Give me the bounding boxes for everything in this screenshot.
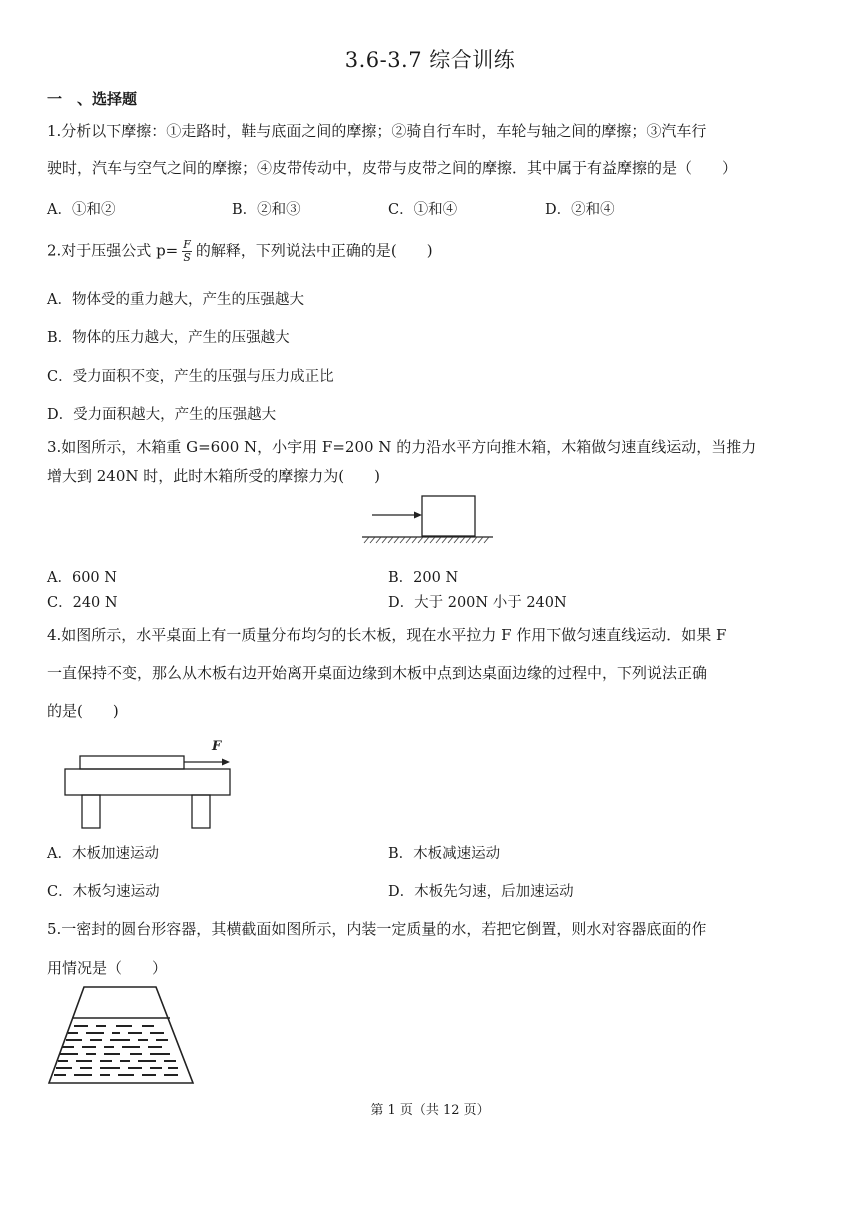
q2-stem xyxy=(47,239,433,264)
page-title: 3.6-3.7 综合训练 xyxy=(344,48,516,72)
fraction-denominator: S xyxy=(183,251,191,264)
q4-line1: 4.如图所示，水平桌面上有一质量分布均匀的长木板，现在水平拉力 F 作用下做匀速直线运动．如果 F xyxy=(47,626,727,644)
q3-option-a: A．600 N xyxy=(47,570,117,586)
q4-option-c: C．木板匀速运动 xyxy=(47,884,160,900)
q3-option-c: C．240 N xyxy=(47,595,118,611)
q3-line1: 3.如图所示，木箱重 G=600 N，小宇用 F=200 N 的力沿水平方向推木箱，木箱做匀速直线运动，当推力 xyxy=(47,438,757,456)
q1-option-d: D．②和④ xyxy=(545,202,615,218)
frustum-container-figure xyxy=(46,985,198,1087)
water-texture xyxy=(54,1025,178,1076)
q1-line2: 驶时，汽车与空气之间的摩擦；④皮带传动中，皮带与皮带之间的摩擦．其中属于有益摩擦的是（ ） xyxy=(47,159,738,177)
table-right-leg xyxy=(192,795,210,828)
q1-option-c: C．①和④ xyxy=(388,202,458,218)
table-board-figure xyxy=(60,734,235,832)
box-push-figure xyxy=(360,490,495,548)
page-footer: 第 1 页（共 12 页） xyxy=(370,1103,490,1118)
wooden-board xyxy=(80,756,184,769)
wooden-box xyxy=(422,496,475,536)
fraction-numerator: F xyxy=(183,238,191,251)
q3-option-d: D．大于 200N 小于 240N xyxy=(388,595,567,611)
q2-option-d: D．受力面积越大，产生的压强越大 xyxy=(47,407,277,423)
table-top xyxy=(65,769,230,795)
section-heading: 一 、选择题 xyxy=(47,90,138,108)
pressure-fraction xyxy=(182,239,192,264)
ground-hatching xyxy=(364,537,489,543)
q4-line2: 一直保持不变，那么从木板右边开始离开桌面边缘到木板中点到达桌面边缘的过程中，下列说法正确 xyxy=(47,664,708,682)
q2-suffix: 的解释，下列说法中正确的是( ) xyxy=(195,241,433,260)
q4-line3: 的是( ) xyxy=(47,702,119,720)
q5-line1: 5.一密封的圆台形容器，其横截面如图所示，内装一定质量的水，若把它倒置，则水对容器底面的作 xyxy=(47,920,707,938)
q2-option-b: B．物体的压力越大，产生的压强越大 xyxy=(47,330,290,346)
q1-option-b: B．②和③ xyxy=(232,202,301,218)
q2-prefix: 2.对于压强公式 p= xyxy=(47,241,179,260)
q1-line1: 1.分析以下摩擦：①走路时，鞋与底面之间的摩擦；②骑自行车时，车轮与轴之间的摩擦；③汽车行 xyxy=(47,122,707,140)
q4-option-b: B．木板减速运动 xyxy=(388,846,501,862)
pull-arrow-head xyxy=(222,759,230,766)
q5-line2: 用情况是（ ） xyxy=(47,959,168,977)
q1-option-a: A．①和② xyxy=(47,202,116,218)
q3-line2: 增大到 240N 时，此时木箱所受的摩擦力为( ) xyxy=(47,467,380,485)
force-label: F xyxy=(212,739,222,754)
q4-option-d: D．木板先匀速，后加速运动 xyxy=(388,884,574,900)
q2-option-c: C．受力面积不变，产生的压强与压力成正比 xyxy=(47,369,334,385)
q4-option-a: A．木板加速运动 xyxy=(47,846,159,862)
q2-option-a: A．物体受的重力越大，产生的压强越大 xyxy=(47,292,304,308)
push-arrow-head xyxy=(414,512,422,519)
q3-option-b: B．200 N xyxy=(388,570,459,586)
table-left-leg xyxy=(82,795,100,828)
